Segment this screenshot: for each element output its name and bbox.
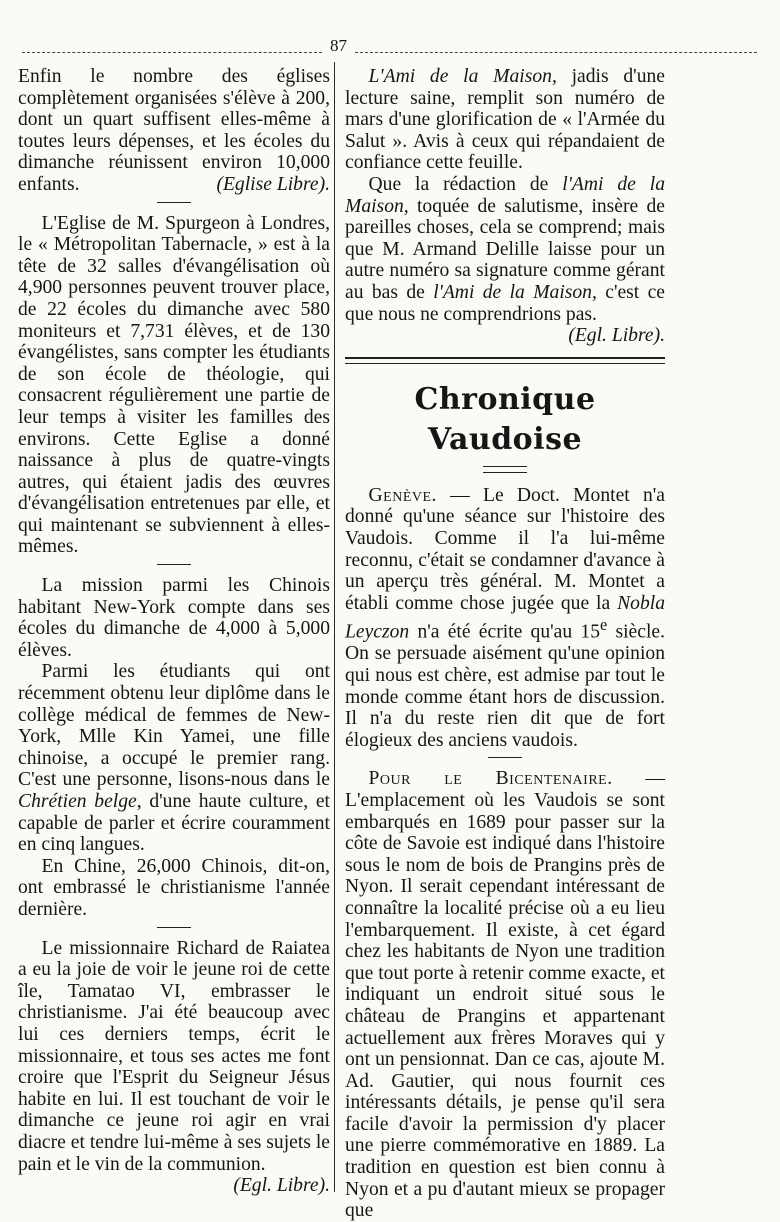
publication-name: L'Ami de la Maison, xyxy=(368,66,557,87)
column-divider xyxy=(334,62,335,1192)
separator xyxy=(157,564,191,565)
paragraph-eglises: Enfin le nombre des églises complètement organisées s'élève à 200, dont un quart suffisent elles-même à toutes leurs dépenses, et les écoles du dimanche réunissent environ 10,000 enfants. (Eglise Libre). xyxy=(18,66,330,195)
page-header xyxy=(0,0,780,64)
section-rule xyxy=(345,357,665,364)
page-number: 87 xyxy=(330,36,347,55)
separator xyxy=(488,757,522,758)
paragraph-bicentenaire: Pour le Bicentenaire. — L'emplacement où les Vaudois se sont embarqués en 1689 pour passer sur la côte de Savoie est indiqué dans l'histoire sous le nom de bois de Prangins près de Nyon. Il serait cependant intéressant de connaître la localité précise où a eu lieu l'embarquement. Il existe, à cet égard chez les habitants de Nyon une tradition que tout porte à retenir comme exacte, et indiquant un endroit situé sous le château de Prangins et appartenant actuellement aux frères Moraves qui y ont un pensionnat. Dan ce cas, ajoute M. Ad. Gautier, qui nous fournit ces intéressants détails, je pense qu'il sera facile d'avoir la permission d'y placer une pierre commémorative en 1889. La tradition en question est bien connu à Nyon et a pu d'autant mieux se propager que xyxy=(345,768,665,1222)
section-title: Chronique Vaudoise xyxy=(414,381,596,457)
paragraph-kin-yamei: Parmi les étudiants qui ont récemment obtenu leur diplôme dans le collège médical de femmes de New-York, Mlle Kin Yamei, une fille chinoise, a occupé le premier rang. C'est une personne, lisons-nous dans le Chrétien belge, d'une haute culture, et capable de parler et écrire couramment en cinq langues. xyxy=(18,661,331,856)
right-column xyxy=(345,66,665,1222)
paragraph-spurgeon: L'Eglise de M. Spurgeon à Londres, le « Métropolitan Tabernacle, » est à la tête de 32 salles d'évangélisation où 4,900 personnes peuvent trouver place, de 22 écoles du dimanche avec 580 moniteurs et 7,731 élèves, et de 130 évangélistes, sans compter les étudiants de son école de théologie, qui consacrent régulièrement une partie de leur temps à visiter les familles des environs. Cette Eglise a donné naissance à plus de quatre-vingts autres, qui étaient jadis des œuvres d'évangélisation entretenues par elle, et qui maintenant se subviennent à elles-mêmes. xyxy=(18,212,330,558)
paragraph-chine: En Chine, 26,000 Chinois, dit-on, ont embrassé le christianisme l'année dernière. xyxy=(18,855,330,920)
left-column xyxy=(18,66,330,1197)
header-rule-right xyxy=(355,52,757,53)
lead-in: Pour le Bicentenaire. xyxy=(368,768,613,790)
paragraph-ami-maison: L'Ami de la Maison, jadis d'une lecture saine, remplit son numéro de mars d'une glorification de « l'Armée du Salut ». Avis à ceux qui répandaient de confiance cette feuille. xyxy=(345,66,665,174)
separator xyxy=(483,466,527,473)
paragraph-redaction: Que la rédaction de l'Ami de la Maison, toquée de salutisme, insère de pareilles choses, cela se comprend; mais que M. Armand Delille laisse pour un autre numéro sa signature comme gérant au bas de l'Ami de la Maison, c'est ce que nous ne comprendrions pas. (Egl. Libre). xyxy=(345,173,666,347)
paragraph-mission-chinois: La mission parmi les Chinois habitant New-York compte dans ses écoles du dimanche de 4,000 à 5,000 élèves. xyxy=(18,575,330,661)
publication-name: Chrétien belge xyxy=(18,791,137,812)
source-citation: (Egl. Libre). xyxy=(568,325,665,347)
source-citation: (Eglise Libre). xyxy=(216,173,330,195)
header-rule-left xyxy=(22,52,322,53)
paragraph-geneve: Genève. — Le Doct. Montet n'a donné qu'une séance sur l'histoire des Vaudois. Comme il l'a lui-même reconnu, c'était se condamner d'avance à un aperçu très général. M. Montet a établi comme chose jugée que la Nobla Leyczon n'a été écrite qu'au 15e siècle. On se persuade aisément qu'une opinion qui nous est chère, est admise par tout le monde comme étant hors de discussion. Il n'a du reste rien dit que de fort élogieux des anciens vaudois. xyxy=(345,484,665,751)
lead-in: Genève. xyxy=(368,484,437,506)
separator xyxy=(157,202,191,203)
separator xyxy=(157,927,191,928)
paragraph-raiatea: Le missionnaire Richard de Raiatea a eu la joie de voir le jeune roi de cette île, Tamatao VI, embrasser le christianisme. J'ai été beaucoup avec lui ces derniers temps, écrit le missionnaire, et tous ses actes me font croire que l'Esprit du Seigneur Jésus habite en lui. Il est touchant de voir le dimanche ce jeune roi agir en vrai diacre et tendre lui-même à ses sujets le pain et le vin de la communion. (Egl. Libre). xyxy=(18,937,330,1197)
source-citation: (Egl. Libre). xyxy=(233,1175,330,1197)
